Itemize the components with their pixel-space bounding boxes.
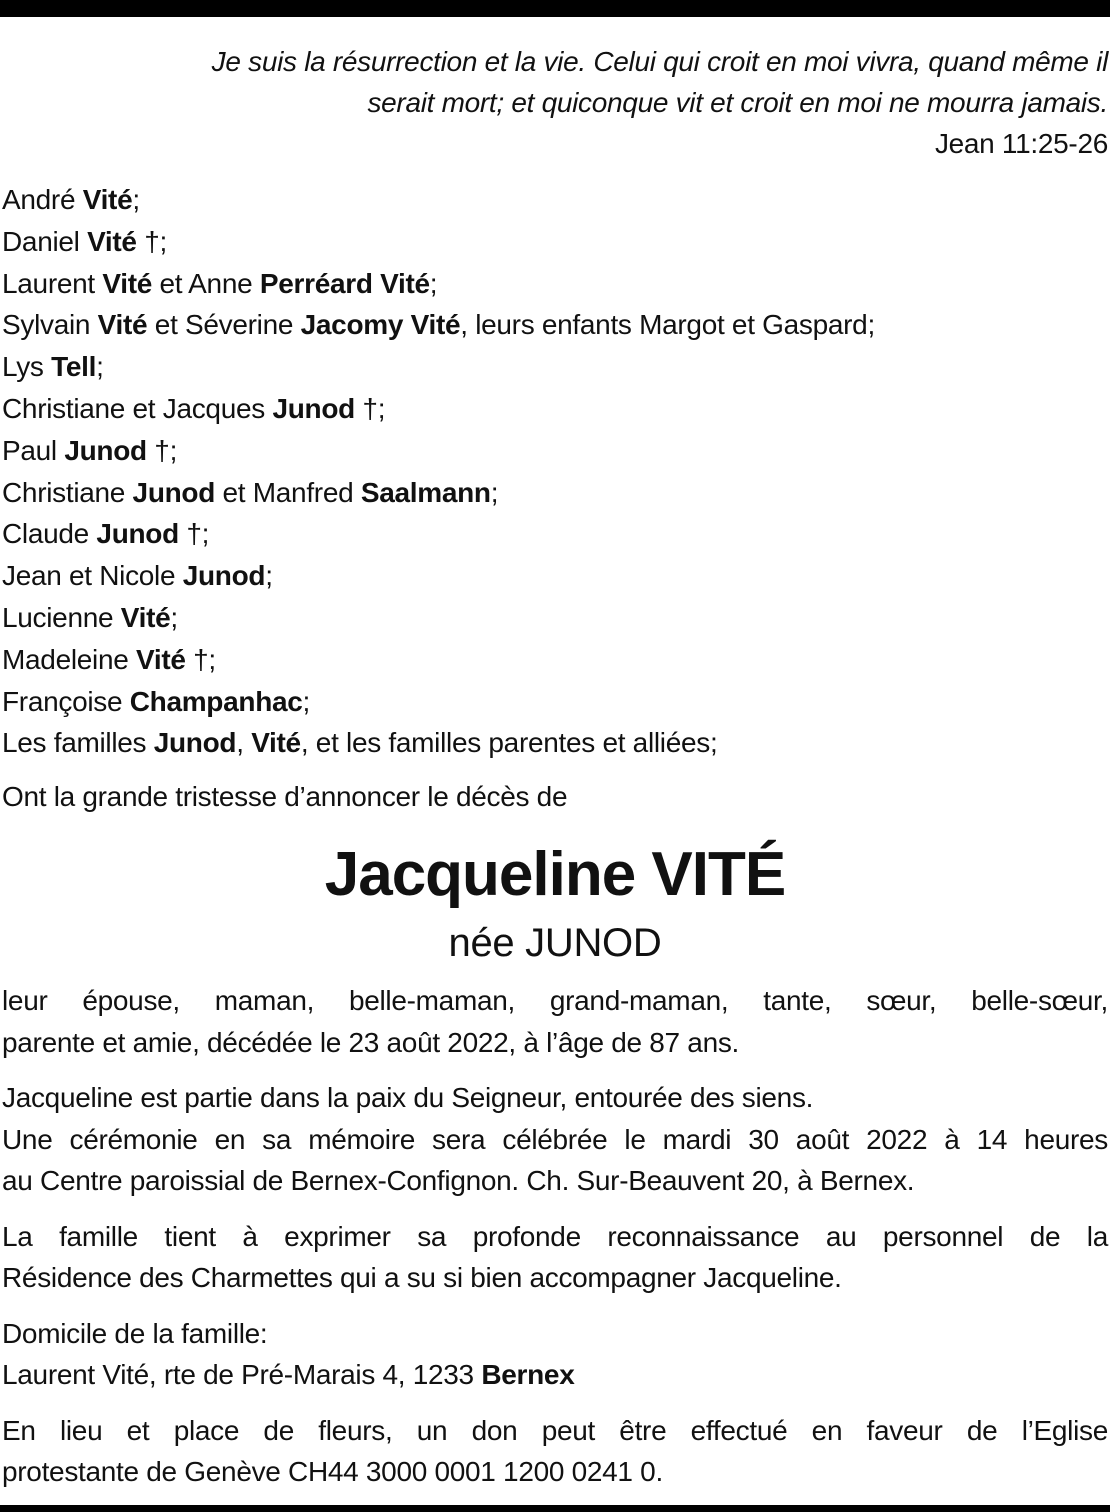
family-member-line	[2, 722, 1108, 764]
family-text: Françoise	[2, 685, 130, 717]
thanks-paragraph	[2, 1216, 1108, 1299]
family-text: et Manfred	[215, 476, 361, 508]
family-member-line	[2, 472, 1108, 514]
family-surname: Vité	[251, 727, 301, 759]
family-member-line	[2, 639, 1108, 681]
family-surname: Vité	[120, 601, 171, 633]
family-text: Christiane	[2, 476, 133, 508]
quote-line: Je suis la résurrection et la vie. Celui qui croit en moi vivra, quand même il	[211, 46, 1108, 77]
family-surname: Vité	[97, 309, 148, 341]
quote-line: serait mort; et quiconque vit et croit en moi ne mourra jamais.	[367, 87, 1108, 118]
family-text: Daniel	[2, 225, 88, 257]
bottom-border	[0, 1505, 1110, 1512]
bible-quote	[2, 41, 1108, 164]
family-surname: Vité	[87, 225, 137, 257]
family-text: †;	[185, 643, 216, 675]
paragraph-line: parente et amie, décédée le 23 août 2022, à l’âge de 87 ans.	[2, 1026, 740, 1058]
family-surname: Junod	[153, 727, 237, 759]
donation-paragraph	[2, 1410, 1108, 1493]
family-member-line	[2, 513, 1108, 555]
family-text: †;	[178, 518, 210, 550]
family-surname: Junod	[132, 476, 216, 508]
family-text: , et les familles parentes et alliées;	[300, 727, 718, 759]
domicile-address	[2, 1354, 1108, 1396]
paragraph-line: au Centre paroissial de Bernex-Confignon. Ch. Sur-Beauvent 20, à Bernex.	[2, 1165, 915, 1197]
family-text: ;	[170, 601, 178, 633]
announcement-intro: Ont la grande tristesse d’annoncer le décès de	[2, 781, 568, 813]
family-text: †;	[146, 434, 178, 466]
family-member-line	[2, 388, 1108, 430]
family-text: Les familles	[2, 727, 154, 759]
family-text: Sylvain	[2, 309, 98, 341]
family-text: André	[2, 184, 83, 215]
paragraph-line: protestante de Genève CH44 3000 0001 1200 0241 0.	[2, 1456, 663, 1488]
family-member-line	[2, 179, 1108, 221]
family-text: †;	[136, 225, 167, 257]
family-text: et Anne	[152, 267, 260, 299]
quote-reference: Jean 11:25-26	[934, 128, 1108, 159]
family-text: Madeleine	[2, 643, 136, 675]
family-surname: Junod	[96, 518, 179, 550]
family-surname: Vité	[82, 184, 133, 215]
family-text: Laurent	[2, 267, 103, 299]
family-text: ;	[429, 267, 438, 299]
family-surname: Junod	[182, 560, 266, 592]
family-text: ;	[96, 351, 104, 383]
family-text: , leurs enfants Margot et Gaspard;	[460, 309, 875, 341]
family-text: Lys	[2, 351, 52, 383]
maiden-name: née JUNOD	[448, 921, 662, 966]
family-member-line	[2, 555, 1108, 597]
paragraph-line: leur épouse, maman, belle-maman, grand-maman, tante, sœur, belle-sœur,	[2, 985, 1108, 1017]
family-surname: Perréard Vité	[259, 267, 430, 299]
family-text: ;	[302, 685, 311, 717]
family-member-line	[2, 304, 1108, 346]
family-text: Christiane et Jacques	[2, 392, 273, 424]
relation-paragraph	[2, 980, 1108, 1063]
domicile-label: Domicile de la famille:	[2, 1317, 268, 1349]
family-member-line	[2, 681, 1108, 723]
family-surname: Vité	[102, 267, 153, 299]
family-member-line	[2, 221, 1108, 263]
family-text: ;	[132, 184, 140, 215]
family-text: Lucienne	[2, 601, 121, 633]
paragraph-line: Une cérémonie en sa mémoire sera célébrée le mardi 30 août 2022 à 14 heures	[2, 1123, 1108, 1155]
family-surname: Jacomy Vité	[300, 309, 461, 341]
family-surname: Tell	[51, 351, 97, 383]
family-surname: Junod	[272, 392, 355, 424]
top-border	[0, 0, 1110, 17]
family-text: Paul	[2, 434, 65, 466]
family-surname: Junod	[64, 434, 147, 466]
family-text: ;	[265, 560, 273, 592]
family-member-line	[2, 430, 1108, 472]
family-member-line	[2, 346, 1108, 388]
paragraph-line: Jacqueline est partie dans la paix du Seigneur, entourée des siens.	[2, 1082, 814, 1114]
family-text: †;	[354, 392, 386, 424]
family-surname: Vité	[135, 643, 186, 675]
address-text: Laurent Vité, rte de Pré-Marais 4, 1233	[2, 1359, 482, 1391]
address-city: Bernex	[481, 1359, 575, 1391]
family-member-line	[2, 263, 1108, 305]
ceremony-paragraph	[2, 1077, 1108, 1202]
obituary	[2, 41, 1108, 1493]
family-member-line	[2, 597, 1108, 639]
family-text: Jean et Nicole	[2, 560, 183, 592]
family-surname: Saalmann	[360, 476, 491, 508]
family-text: ;	[490, 476, 499, 508]
family-surname: Champanhac	[129, 685, 303, 717]
paragraph-line: La famille tient à exprimer sa profonde reconnaissance au personnel de la	[2, 1220, 1108, 1252]
family-text: ,	[236, 727, 252, 759]
paragraph-line: Résidence des Charmettes qui a su si bien accompagner Jacqueline.	[2, 1262, 842, 1294]
domicile-paragraph	[2, 1313, 1108, 1396]
family-text: et Séverine	[147, 309, 301, 341]
family-text: Claude	[2, 518, 97, 550]
paragraph-line: En lieu et place de fleurs, un don peut être effectué en faveur de l’Eglise	[2, 1414, 1108, 1446]
deceased-name: Jacqueline VITÉ	[324, 840, 786, 910]
family-list	[2, 179, 1108, 764]
